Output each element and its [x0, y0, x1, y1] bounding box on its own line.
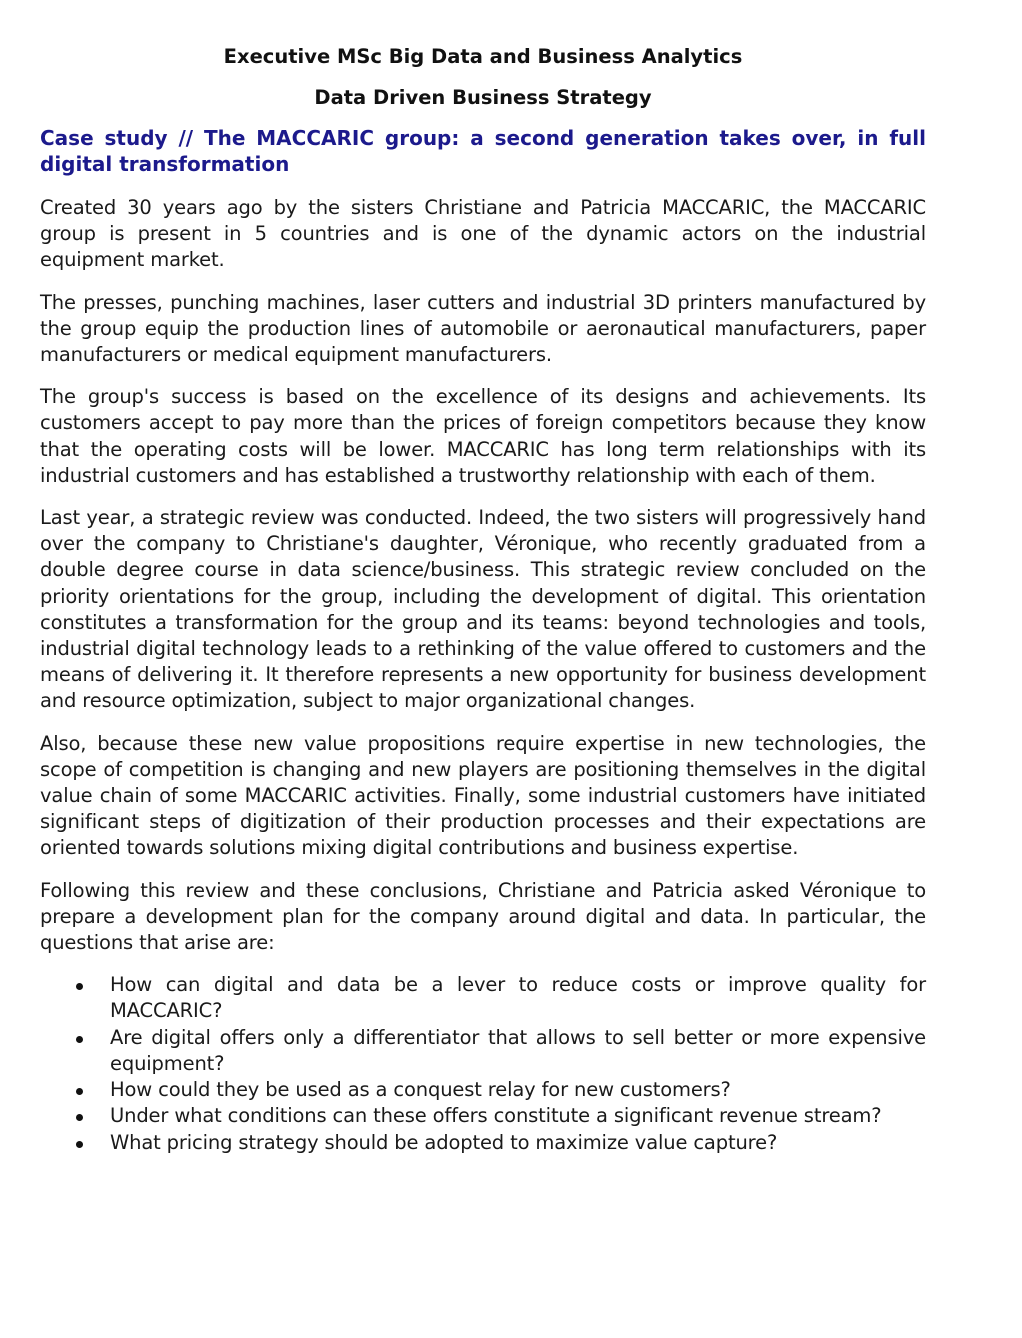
- list-item: [40, 1025, 926, 1077]
- list-item: [40, 972, 926, 1024]
- course-title: Data Driven Business Strategy: [314, 86, 652, 109]
- program-title: Executive MSc Big Data and Business Analytics: [223, 45, 743, 68]
- question-text: Are digital offers only a differentiator that allows to sell better or more expensive equipment?: [110, 1025, 926, 1075]
- bullet-icon: [76, 1141, 83, 1148]
- question-text: Under what conditions can these offers constitute a significant revenue stream?: [110, 1104, 882, 1128]
- question-text: How could they be used as a conquest relay for new customers?: [110, 1078, 731, 1102]
- list-item: [40, 1077, 926, 1103]
- bullet-icon: [76, 1088, 83, 1095]
- paragraph-intro: Created 30 years ago by the sisters Christiane and Patricia MACCARIC, the MACCARIC group is present in 5 countries and is one of the dynamic actors on the industrial equipment market.: [40, 196, 926, 272]
- bullet-icon: [76, 1036, 83, 1043]
- paragraph-questions-intro: Following this review and these conclusions, Christiane and Patricia asked Véronique to prepare a development plan for the company around digital and data. In particular, the questions that arise are:: [40, 878, 926, 955]
- paragraph-competition: Also, because these new value propositions require expertise in new technologies, the scope of competition is changing and new players are positioning themselves in the digital value chain of some MACCARIC activities. Finally, some industrial customers have initiated significant steps of digitization of their production processes and their expectations are oriented towards solutions mixing digital contributions and business expertise.: [40, 731, 926, 860]
- paragraph-products: The presses, punching machines, laser cutters and industrial 3D printers manufactured by the group equip the production lines of automobile or aeronautical manufacturers, paper manufacturers or medical equipment manufacturers.: [40, 290, 926, 367]
- questions-list: [40, 972, 926, 1155]
- case-study-title: Case study // The MACCARIC group: a second generation takes over, in full digital transformation: [40, 126, 926, 176]
- paragraph-strategic-review: Last year, a strategic review was conducted. Indeed, the two sisters will progressively hand over the company to Christiane's daughter, Véronique, who recently graduated from a double degree course in data science/business. This strategic review concluded on the priority orientations for the group, including the development of digital. This orientation constitutes a transformation for the group and its teams: beyond technologies and tools, industrial digital technology leads to a rethinking of the value offered to customers and the means of delivering it. It therefore represents a new opportunity for business development and resource optimization, subject to major organizational changes.: [40, 506, 926, 713]
- document-page: [40, 44, 926, 1156]
- question-text: How can digital and data be a lever to reduce costs or improve quality for MACCARIC?: [110, 973, 926, 1023]
- list-item: [40, 1130, 926, 1156]
- bullet-icon: [76, 983, 83, 990]
- paragraph-success: The group's success is based on the excellence of its designs and achievements. Its customers accept to pay more than the prices of foreign competitors because they know that the operating costs will be lower. MACCARIC has long term relationships with its industrial customers and has established a trustworthy relationship with each of them.: [40, 385, 926, 487]
- list-item: [40, 1103, 926, 1129]
- question-text: What pricing strategy should be adopted to maximize value capture?: [110, 1130, 778, 1154]
- bullet-icon: [76, 1114, 83, 1121]
